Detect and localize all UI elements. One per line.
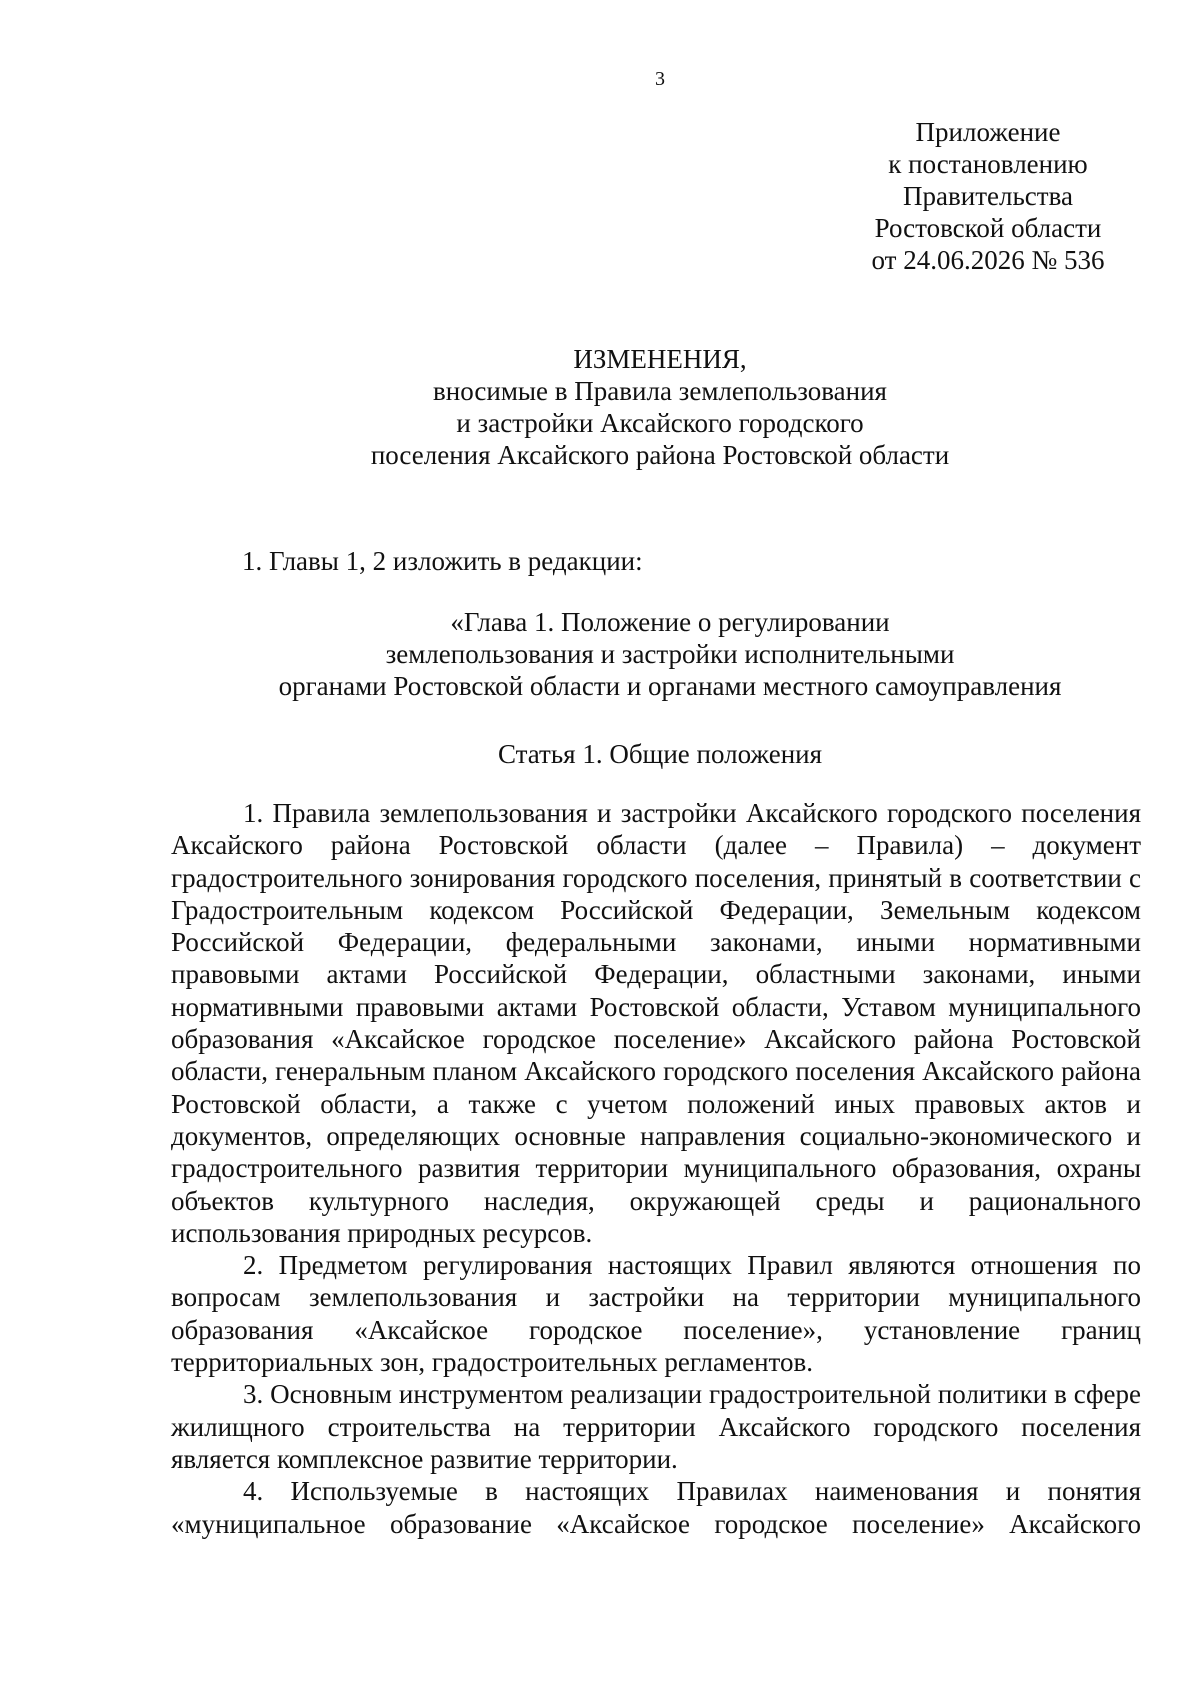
paragraph: 4. Используемые в настоящих Правилах наименования и понятия «муниципальное образование «Аксайское городское поселение» Аксайского xyxy=(171,1476,1141,1539)
title-line: вносимые в Правила землепользования xyxy=(433,376,887,406)
annex-line: к постановлению xyxy=(888,149,1088,179)
annex-block xyxy=(838,116,1138,276)
chapter-line: землепользования и застройки исполнительными xyxy=(385,639,955,669)
paragraph: 2. Предметом регулирования настоящих Правил являются отношения по вопросам землепользования и застройки на территории муниципального образования «Аксайское городское поселение», установление границ территориальных зон, градостроительных регламентов. xyxy=(171,1250,1141,1378)
title-heading: ИЗМЕНЕНИЯ, xyxy=(573,344,747,374)
chapter-line: органами Ростовской области и органами местного самоуправления xyxy=(278,671,1062,701)
annex-line: Правительства xyxy=(903,181,1073,211)
annex-line: Ростовской области xyxy=(874,213,1102,243)
paragraph: 1. Правила землепользования и застройки Аксайского городского поселения Аксайского района Ростовской области (далее – Правила) – документ градостроительного зонирования городского поселения, принятый в соответствии с Градостроительным кодексом Российской Федерации, Земельным кодексом Российской Федерации, федеральными законами, иными нормативными правовыми актами Российской Федерации, областными законами, иными нормативными правовыми актами Ростовской области, Уставом муниципального образования «Аксайское городское поселение» Аксайского района Ростовской области, генеральным планом Аксайского городского поселения Аксайского района Ростовской области, а также с учетом положений иных правовых актов и документов, определяющих основные направления социально-экономического и градостроительного развития территории муниципального образования, охраны объектов культурного наследия, окружающей среды и рационального использования природных ресурсов. xyxy=(171,798,1141,1248)
chapter-heading xyxy=(230,606,1110,702)
document-title xyxy=(340,343,980,471)
item-1: 1. Главы 1, 2 изложить в редакции: xyxy=(242,546,643,576)
title-line: и застройки Аксайского городского xyxy=(456,408,864,438)
chapter-line: «Глава 1. Положение о регулировании xyxy=(450,607,890,637)
annex-line: Приложение xyxy=(915,117,1061,147)
page-number: 3 xyxy=(655,68,665,90)
title-line: поселения Аксайского района Ростовской области xyxy=(370,440,950,470)
paragraph: 3. Основным инструментом реализации градостроительной политики в сфере жилищного строительства на территории Аксайского городского поселения является комплексное развитие территории. xyxy=(171,1379,1141,1474)
annex-line: от 24.06.2026 № 536 xyxy=(871,245,1105,275)
article-body xyxy=(171,797,1141,1540)
article-title: Статья 1. Общие положения xyxy=(497,739,823,769)
